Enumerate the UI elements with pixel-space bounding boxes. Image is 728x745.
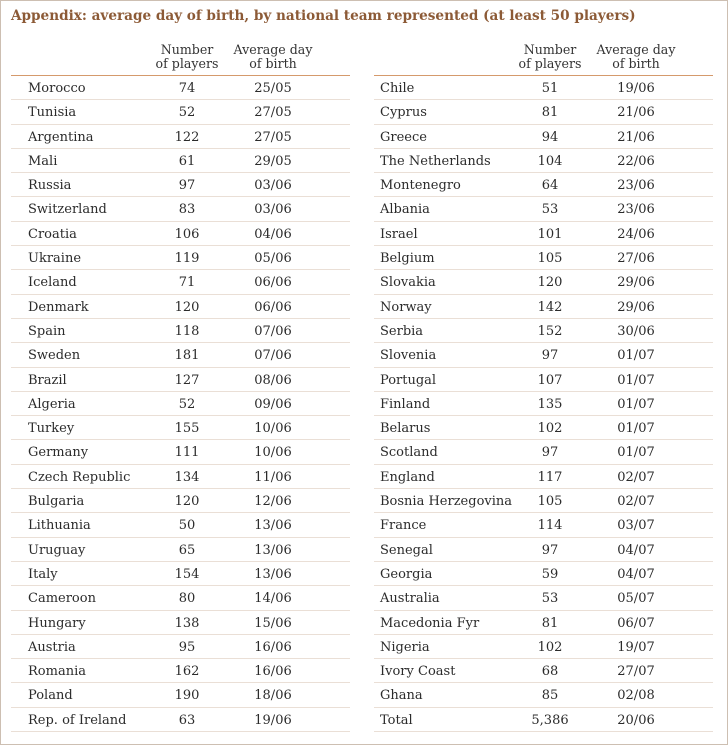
country-name: Nigeria (380, 639, 430, 655)
header-line: Average day (233, 42, 313, 57)
table-row (374, 295, 713, 319)
average-day-of-birth: 10/06 (254, 445, 292, 461)
country-name: Bosnia Herzegovina (380, 494, 513, 510)
table-row (11, 465, 350, 489)
players-count: 154 (174, 566, 200, 582)
country-name: England (380, 469, 435, 485)
table-row (374, 197, 713, 221)
country-name: The Netherlands (380, 153, 491, 169)
table-row (11, 708, 350, 732)
players-count: 134 (174, 469, 200, 485)
country-name: Greece (380, 129, 427, 145)
players-count: 5,386 (531, 712, 569, 728)
average-day-of-birth: 21/06 (617, 129, 655, 145)
table-row (11, 440, 350, 464)
players-count: 120 (537, 275, 563, 291)
country-name: Ivory Coast (380, 664, 456, 680)
table-row (374, 659, 713, 683)
table-row (11, 100, 350, 124)
players-count: 94 (541, 129, 559, 145)
table-right (374, 42, 713, 732)
players-count: 162 (174, 664, 200, 680)
players-count: 68 (541, 664, 559, 680)
average-day-of-birth: 05/07 (617, 591, 655, 607)
country-name: Sweden (28, 348, 81, 364)
average-day-of-birth: 03/07 (617, 518, 655, 534)
table-row (11, 659, 350, 683)
country-name: Poland (28, 688, 73, 704)
country-name: Hungary (28, 615, 86, 631)
average-day-of-birth: 14/06 (254, 591, 292, 607)
header-number-of-players (145, 43, 229, 71)
players-count: 118 (174, 323, 200, 339)
country-name: Mali (28, 153, 58, 169)
players-count: 83 (178, 202, 196, 218)
players-count: 181 (174, 348, 200, 364)
average-day-of-birth: 22/06 (617, 153, 655, 169)
players-count: 61 (178, 153, 196, 169)
country-name: Macedonia Fyr (380, 615, 480, 631)
average-day-of-birth: 13/06 (254, 566, 292, 582)
players-count: 85 (541, 688, 559, 704)
country-name: Chile (380, 81, 415, 96)
players-count: 138 (174, 615, 200, 631)
average-day-of-birth: 13/06 (254, 518, 292, 534)
average-day-of-birth: 29/05 (254, 153, 292, 169)
country-name: Slovenia (380, 348, 437, 364)
table-row (374, 513, 713, 537)
header-line: Average day (596, 42, 676, 57)
average-day-of-birth: 23/06 (617, 202, 655, 218)
average-day-of-birth: 08/06 (254, 372, 292, 388)
average-day-of-birth: 03/06 (254, 202, 292, 218)
players-count: 51 (541, 81, 559, 96)
players-count: 102 (537, 639, 563, 655)
players-count: 135 (537, 396, 563, 412)
table-row (374, 246, 713, 270)
table-row (374, 368, 713, 392)
average-day-of-birth: 02/07 (617, 469, 655, 485)
average-day-of-birth: 27/07 (617, 664, 655, 680)
country-name: Italy (28, 566, 58, 582)
table-row (374, 683, 713, 707)
average-day-of-birth: 06/06 (254, 299, 292, 315)
table-row (11, 295, 350, 319)
average-day-of-birth: 27/05 (254, 105, 292, 121)
country-name: Rep. of Ireland (28, 712, 127, 728)
country-name: Algeria (28, 396, 76, 412)
players-count: 152 (537, 323, 563, 339)
players-count: 155 (174, 421, 200, 437)
average-day-of-birth: 01/07 (617, 372, 655, 388)
players-count: 74 (178, 81, 196, 96)
table-row (374, 100, 713, 124)
average-day-of-birth: 05/06 (254, 251, 292, 267)
country-name: Turkey (28, 421, 75, 437)
players-count: 107 (537, 372, 563, 388)
average-day-of-birth: 16/06 (254, 664, 292, 680)
country-name: Israel (380, 226, 418, 242)
table-row (374, 562, 713, 586)
average-day-of-birth: 01/07 (617, 348, 655, 364)
country-name: Belgium (380, 251, 435, 267)
country-name: Spain (28, 323, 66, 339)
table-row (11, 586, 350, 610)
average-day-of-birth: 20/06 (617, 712, 655, 728)
country-name: Croatia (28, 226, 77, 242)
players-count: 53 (541, 202, 559, 218)
header-line: Number (523, 42, 577, 57)
table-row (11, 368, 350, 392)
players-count: 142 (537, 299, 563, 315)
header-average-day-of-birth (594, 43, 678, 71)
players-count: 81 (541, 105, 559, 121)
header-average-day-of-birth (231, 43, 315, 71)
country-name: Germany (28, 445, 89, 461)
table-row (374, 222, 713, 246)
country-name: Australia (380, 591, 440, 607)
country-name: Denmark (28, 299, 89, 315)
players-count: 114 (537, 518, 563, 534)
players-count: 97 (541, 445, 559, 461)
table-row (11, 343, 350, 367)
average-day-of-birth: 18/06 (254, 688, 292, 704)
header-line: of birth (612, 56, 660, 71)
players-count: 119 (174, 251, 200, 267)
average-day-of-birth: 15/06 (254, 615, 292, 631)
average-day-of-birth: 19/06 (254, 712, 292, 728)
table-row (374, 611, 713, 635)
table-row (11, 513, 350, 537)
table-row (374, 343, 713, 367)
table-row (11, 197, 350, 221)
header-line: of players (155, 56, 219, 71)
average-day-of-birth: 19/07 (617, 639, 655, 655)
country-name: France (380, 518, 427, 534)
table-row (11, 319, 350, 343)
table-row (374, 586, 713, 610)
players-count: 52 (178, 105, 196, 121)
average-day-of-birth: 04/07 (617, 566, 655, 582)
players-count: 105 (537, 251, 563, 267)
players-count: 81 (541, 615, 559, 631)
country-name: Uruguay (28, 542, 86, 558)
average-day-of-birth: 03/06 (254, 178, 292, 194)
average-day-of-birth: 27/05 (254, 129, 292, 145)
country-name: Total (380, 712, 413, 728)
average-day-of-birth: 25/05 (254, 81, 292, 96)
country-name: Brazil (28, 372, 67, 388)
country-name: Senegal (380, 542, 433, 558)
country-name: Austria (28, 639, 76, 655)
average-day-of-birth: 24/06 (617, 226, 655, 242)
average-day-of-birth: 21/06 (617, 105, 655, 121)
players-count: 53 (541, 591, 559, 607)
table-row (11, 416, 350, 440)
table-header (374, 42, 713, 76)
average-day-of-birth: 10/06 (254, 421, 292, 437)
players-count: 97 (541, 542, 559, 558)
average-day-of-birth: 01/07 (617, 445, 655, 461)
players-count: 122 (174, 129, 200, 145)
header-line: Number (160, 42, 214, 57)
players-count: 106 (174, 226, 200, 242)
players-count: 190 (174, 688, 200, 704)
players-count: 111 (174, 445, 200, 461)
table-row (374, 270, 713, 294)
table-row (11, 392, 350, 416)
country-name: Montenegro (380, 178, 461, 194)
table-row (11, 246, 350, 270)
average-day-of-birth: 19/06 (617, 81, 655, 96)
table-left (11, 42, 350, 732)
players-count: 97 (178, 178, 196, 194)
country-name: Cameroon (28, 591, 96, 607)
country-name: Switzerland (28, 202, 107, 218)
table-row (374, 465, 713, 489)
average-day-of-birth: 29/06 (617, 299, 655, 315)
players-count: 117 (537, 469, 563, 485)
table-row (11, 562, 350, 586)
country-name: Scotland (380, 445, 438, 461)
players-count: 120 (174, 299, 200, 315)
players-count: 65 (178, 542, 196, 558)
players-count: 104 (537, 153, 563, 169)
country-name: Argentina (28, 129, 94, 145)
average-day-of-birth: 02/07 (617, 494, 655, 510)
country-name: Ghana (380, 688, 423, 704)
players-count: 101 (537, 226, 563, 242)
players-count: 102 (537, 421, 563, 437)
country-name: Georgia (380, 566, 433, 582)
table-row (374, 76, 713, 100)
table-row (11, 149, 350, 173)
table-row (11, 173, 350, 197)
country-name: Finland (380, 396, 431, 412)
average-day-of-birth: 09/06 (254, 396, 292, 412)
average-day-of-birth: 01/07 (617, 421, 655, 437)
table-row (11, 538, 350, 562)
average-day-of-birth: 27/06 (617, 251, 655, 267)
average-day-of-birth: 11/06 (254, 469, 292, 485)
appendix-title: Appendix: average day of birth, by national team represented (at least 50 players) (11, 8, 636, 24)
players-count: 50 (178, 518, 196, 534)
average-day-of-birth: 16/06 (254, 639, 292, 655)
average-day-of-birth: 04/07 (617, 542, 655, 558)
country-name: Norway (380, 299, 432, 315)
country-name: Ukraine (28, 251, 82, 267)
average-day-of-birth: 30/06 (617, 323, 655, 339)
players-count: 80 (178, 591, 196, 607)
average-day-of-birth: 06/07 (617, 615, 655, 631)
players-count: 95 (178, 639, 196, 655)
average-day-of-birth: 07/06 (254, 323, 292, 339)
table-row (11, 611, 350, 635)
average-day-of-birth: 01/07 (617, 396, 655, 412)
country-name: Serbia (380, 323, 424, 339)
table-row (374, 489, 713, 513)
header-number-of-players (508, 43, 592, 71)
country-name: Lithuania (28, 518, 91, 534)
table-row (374, 173, 713, 197)
table-row (11, 489, 350, 513)
average-day-of-birth: 02/08 (617, 688, 655, 704)
players-count: 59 (541, 566, 559, 582)
players-count: 71 (178, 275, 196, 291)
players-count: 97 (541, 348, 559, 364)
table-row (11, 270, 350, 294)
players-count: 52 (178, 396, 196, 412)
players-count: 64 (541, 178, 559, 194)
country-name: Portugal (380, 372, 437, 388)
table-row (11, 683, 350, 707)
country-name: Albania (380, 202, 430, 218)
country-name: Morocco (28, 81, 86, 96)
country-name: Czech Republic (28, 469, 131, 485)
country-name: Romania (28, 664, 86, 680)
table-row (374, 708, 713, 732)
table-row (374, 319, 713, 343)
table-row (11, 635, 350, 659)
table-row (374, 392, 713, 416)
table-row (11, 76, 350, 100)
header-line: of birth (249, 56, 297, 71)
average-day-of-birth: 04/06 (254, 226, 292, 242)
table-row (374, 149, 713, 173)
table-row (374, 538, 713, 562)
average-day-of-birth: 23/06 (617, 178, 655, 194)
country-name: Belarus (380, 421, 431, 437)
table-header (11, 42, 350, 76)
country-name: Russia (28, 178, 72, 194)
average-day-of-birth: 07/06 (254, 348, 292, 364)
country-name: Slovakia (380, 275, 436, 291)
average-day-of-birth: 13/06 (254, 542, 292, 558)
players-count: 120 (174, 494, 200, 510)
country-name: Tunisia (28, 105, 77, 121)
players-count: 105 (537, 494, 563, 510)
country-name: Cyprus (380, 105, 427, 121)
players-count: 63 (178, 712, 196, 728)
average-day-of-birth: 29/06 (617, 275, 655, 291)
table-row (374, 416, 713, 440)
average-day-of-birth: 12/06 (254, 494, 292, 510)
table-row (374, 440, 713, 464)
table-row (11, 222, 350, 246)
country-name: Bulgaria (28, 494, 85, 510)
country-name: Iceland (28, 275, 77, 291)
table-row (374, 125, 713, 149)
table-row (374, 635, 713, 659)
players-count: 127 (174, 372, 200, 388)
table-row (11, 125, 350, 149)
header-line: of players (518, 56, 582, 71)
average-day-of-birth: 06/06 (254, 275, 292, 291)
